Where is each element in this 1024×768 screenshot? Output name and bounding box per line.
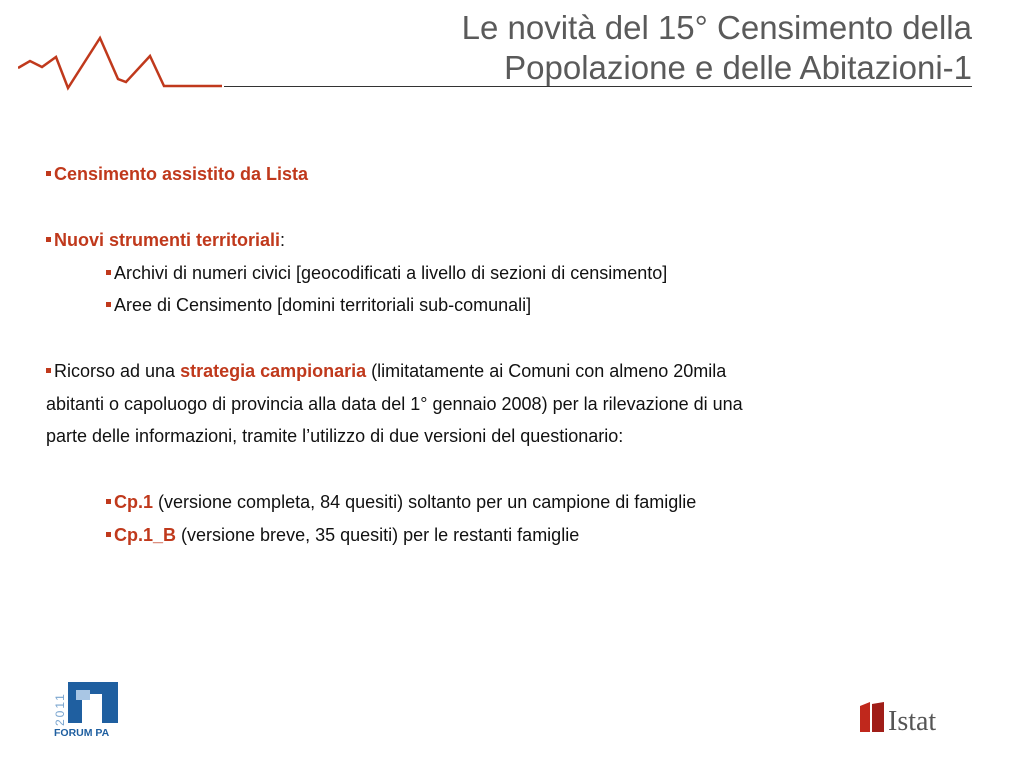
- forum-year: 2011: [53, 692, 67, 726]
- cp1b-label: Cp.1_B: [114, 525, 177, 545]
- bullet-icon: [106, 302, 111, 307]
- para-emphasis: strategia campionaria: [180, 361, 367, 381]
- item-2-colon: :: [280, 230, 286, 250]
- bullet-icon: [46, 171, 51, 176]
- title-underline: [224, 86, 972, 87]
- forum-pa-logo: [52, 680, 122, 740]
- title-line-2: Popolazione e delle Abitazioni-1: [504, 49, 972, 86]
- cp1-label: Cp.1: [114, 492, 154, 512]
- sub-bullet-cp1: [106, 492, 696, 513]
- cp1-description: (versione completa, 84 quesiti) soltanto per un campione di famiglie: [153, 492, 697, 512]
- slide-title: [462, 8, 972, 88]
- title-line-1: Le novità del 15° Censimento della: [461, 9, 972, 46]
- bullet-icon: [106, 532, 111, 537]
- istat-text: Istat: [888, 706, 937, 737]
- bullet-icon: [46, 368, 51, 373]
- bullet-icon: [106, 499, 111, 504]
- para-pre: Ricorso ad una: [54, 361, 181, 381]
- cp1b-description: (versione breve, 35 quesiti) per le restanti famiglie: [176, 525, 580, 545]
- sub-1-text: Archivi di numeri civici [geocodificati a livello di sezioni di censimento]: [114, 263, 668, 283]
- para-line-2: abitanti o capoluogo di provincia alla data del 1° gennaio 2008) per la rilevazione di una: [46, 394, 743, 414]
- forum-pa-text: FORUM PA: [54, 727, 110, 739]
- wave-line-logo: [18, 35, 228, 95]
- sub-bullet-aree: [106, 295, 531, 316]
- item-1-label: Censimento assistito da Lista: [54, 164, 309, 184]
- sub-bullet-archivi: [106, 263, 667, 284]
- bullet-nuovi-strumenti: [46, 230, 285, 251]
- istat-logo: [858, 700, 968, 740]
- bullet-icon: [106, 270, 111, 275]
- bullet-icon: [46, 237, 51, 242]
- bullet-strategia: [46, 361, 726, 382]
- sub-2-text: Aree di Censimento [domini territoriali sub-comunali]: [114, 295, 532, 315]
- para-post: (limitatamente ai Comuni con almeno 20mila: [366, 361, 727, 381]
- item-2-label: Nuovi strumenti territoriali: [54, 230, 281, 250]
- bullet-censimento-lista: [46, 164, 308, 185]
- para-line-3: parte delle informazioni, tramite l’utilizzo di due versioni del questionario:: [46, 426, 624, 446]
- sub-bullet-cp1b: [106, 525, 579, 546]
